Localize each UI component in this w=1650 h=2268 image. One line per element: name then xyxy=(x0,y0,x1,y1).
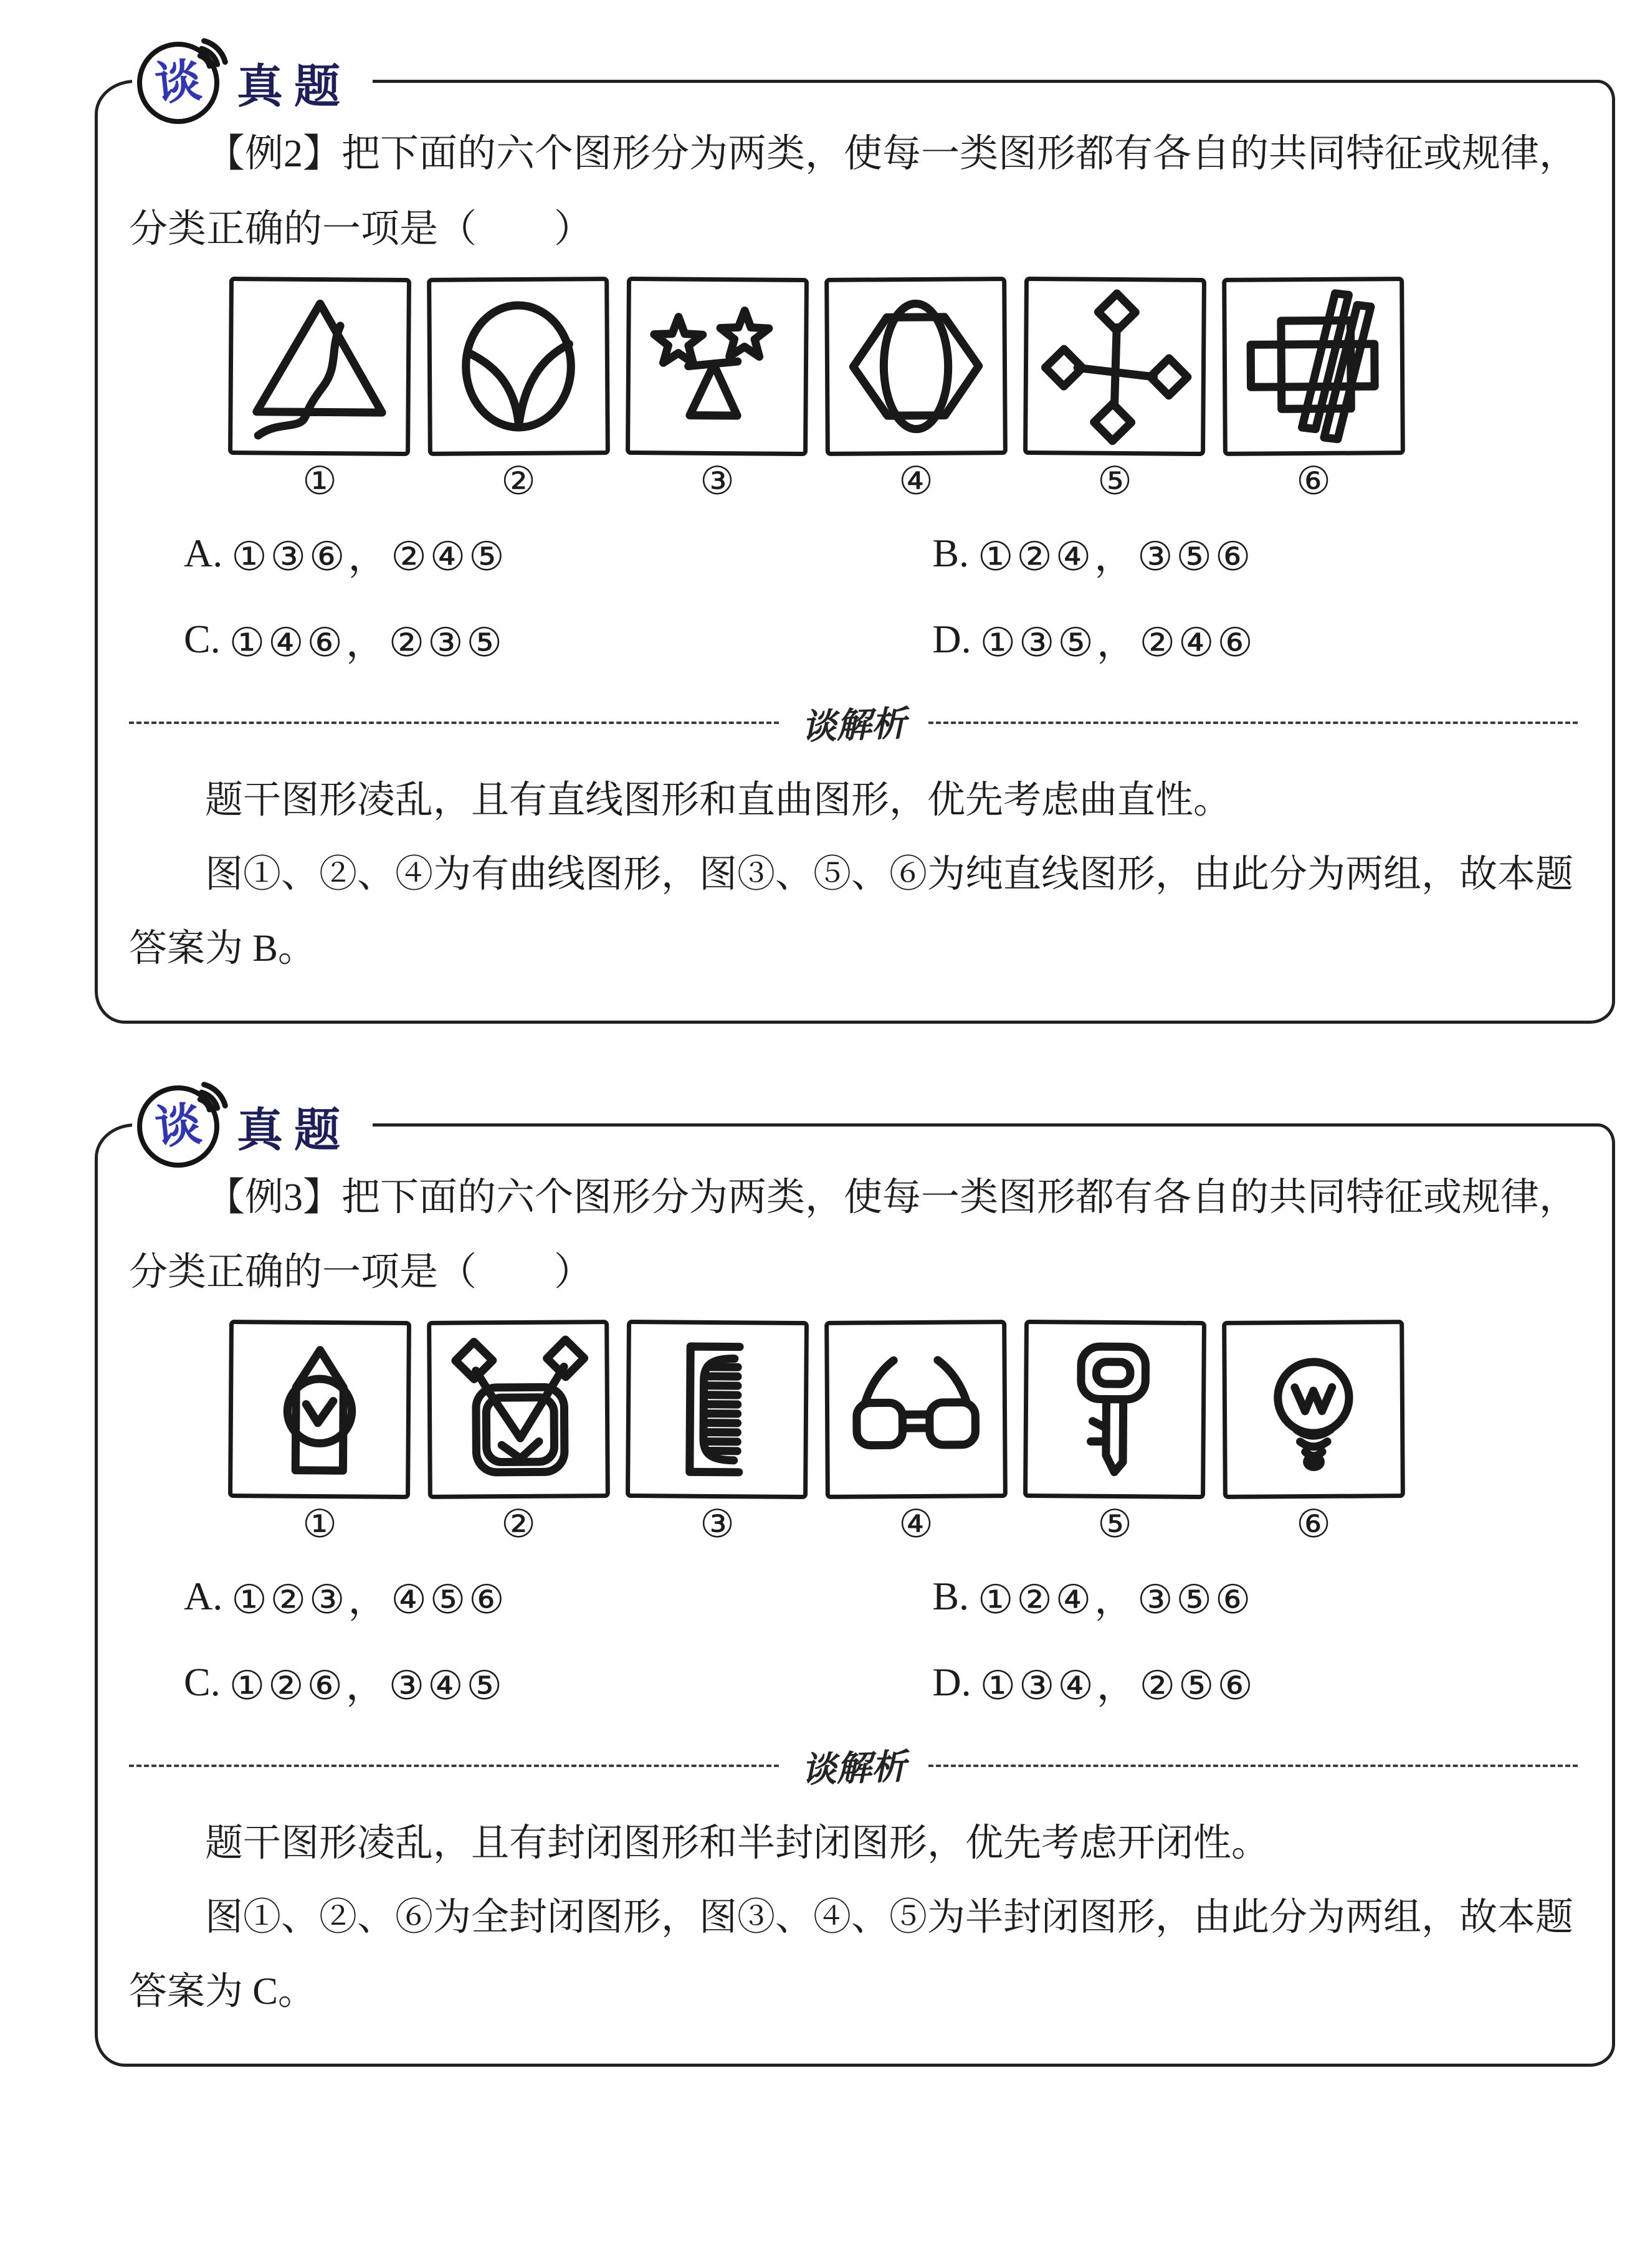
option-letter: B. xyxy=(932,1574,970,1619)
option-groups: ①②⑥，③④⑤ xyxy=(229,1663,505,1710)
analysis-paragraph-2: 图①、②、⑥为全封闭图形，图③、④、⑤为半封闭图形，由此分为两组，故本题答案为 C。 xyxy=(129,1897,1574,2013)
question-card-example-3 xyxy=(95,1098,1615,2067)
question-line-1: 【例3】把下面的六个图形分为两类，使每一类图形都有各自的共同特征或规律， xyxy=(206,1176,1578,1219)
zhenti-badge xyxy=(132,38,373,128)
analysis-divider xyxy=(129,1741,1578,1791)
badge-circle-logo xyxy=(137,42,219,124)
figure-number: ① xyxy=(302,1501,337,1547)
options-grid xyxy=(129,1568,1578,1711)
option-letter: A. xyxy=(184,1574,223,1619)
figure-key xyxy=(1023,1320,1206,1499)
figure-circle-with-inner-arcs xyxy=(427,277,610,456)
option-a xyxy=(184,1568,932,1625)
option-c xyxy=(184,1654,932,1711)
analysis-paragraph-1: 题干图形凌乱，且有封闭图形和半封闭图形，优先考虑开闭性。 xyxy=(205,1822,1270,1865)
option-groups: ①③⑤，②④⑥ xyxy=(980,619,1256,666)
figure-number: ④ xyxy=(899,1501,933,1547)
option-d xyxy=(932,611,1578,668)
tan-logo-character: 谈 xyxy=(152,55,204,111)
option-letter: C. xyxy=(184,616,221,661)
divider-dashed-line xyxy=(928,722,1578,724)
analysis-divider xyxy=(129,698,1578,748)
figure-number: ③ xyxy=(700,457,735,503)
analysis-divider-label: 谈解析 xyxy=(800,704,907,747)
figure-row xyxy=(129,1320,1578,1498)
option-letter: D. xyxy=(932,616,971,661)
option-letter: C. xyxy=(184,1660,221,1705)
option-groups: ①②④，③⑤⑥ xyxy=(978,1577,1254,1624)
question-line-2: 分类正确的一项是（ ） xyxy=(129,1251,593,1294)
figure-number: ⑥ xyxy=(1296,457,1331,503)
option-d xyxy=(932,1654,1578,1711)
figure-number: ① xyxy=(302,457,337,503)
figure-triangle-with-curve xyxy=(228,277,411,456)
figure-overlapping-rectangles xyxy=(1222,277,1405,456)
question-text xyxy=(129,1160,1578,1311)
figure-light-bulb xyxy=(1222,1320,1405,1499)
figure-number: ⑥ xyxy=(1296,1501,1331,1547)
badge-label: 真题 xyxy=(237,60,351,112)
option-c xyxy=(184,611,932,668)
option-groups: ①②③，④⑤⑥ xyxy=(231,1577,508,1624)
figure-number: ② xyxy=(501,457,536,503)
divider-dashed-line xyxy=(129,722,779,724)
figure-number: ⑤ xyxy=(1097,1501,1132,1547)
page-content xyxy=(95,37,1615,2067)
figure-hexagon-with-ellipse xyxy=(824,277,1008,456)
option-letter: B. xyxy=(932,530,970,575)
option-b xyxy=(932,1568,1578,1625)
options-grid xyxy=(129,525,1578,668)
option-letter: D. xyxy=(932,1660,971,1705)
badge-circle-logo xyxy=(137,1085,219,1168)
option-b xyxy=(932,525,1578,582)
figure-wristwatch xyxy=(228,1320,411,1499)
question-text xyxy=(129,117,1578,267)
figure-diamonds-on-cross xyxy=(1023,277,1206,456)
zhenti-badge xyxy=(132,1082,373,1171)
question-line-2: 分类正确的一项是（ ） xyxy=(129,207,593,250)
option-groups: ①③④，②⑤⑥ xyxy=(980,1663,1256,1710)
question-card-example-2 xyxy=(95,55,1615,1024)
figure-number: ⑤ xyxy=(1097,457,1132,503)
figure-number-row xyxy=(129,1501,1578,1546)
signal-waves-icon xyxy=(184,1070,239,1125)
figure-comb xyxy=(626,1320,809,1499)
option-groups: ①③⑥，②④⑤ xyxy=(231,533,508,580)
figure-number-row xyxy=(129,458,1578,503)
option-a xyxy=(184,525,932,582)
figure-eyeglasses xyxy=(824,1320,1008,1499)
analysis-paragraph-2: 图①、②、④为有曲线图形，图③、⑤、⑥为纯直线图形，由此分为两组，故本题答案为 B。 xyxy=(129,853,1574,970)
option-groups: ①②④，③⑤⑥ xyxy=(978,533,1254,580)
divider-dashed-line xyxy=(928,1765,1578,1767)
figure-number: ③ xyxy=(700,1501,735,1547)
divider-dashed-line xyxy=(129,1765,779,1767)
badge-label: 真题 xyxy=(237,1103,351,1156)
signal-waves-icon xyxy=(184,27,239,82)
figure-box-with-diamond-flags xyxy=(427,1320,610,1499)
figure-number: ② xyxy=(501,1501,536,1547)
figure-number: ④ xyxy=(899,457,933,503)
figure-stars-balanced-on-triangle xyxy=(626,277,809,456)
question-line-1: 【例2】把下面的六个图形分为两类，使每一类图形都有各自的共同特征或规律， xyxy=(206,133,1578,175)
analysis-paragraph-1: 题干图形凌乱，且有直线图形和直曲图形，优先考虑曲直性。 xyxy=(205,779,1232,821)
option-letter: A. xyxy=(184,530,223,575)
tan-logo-character: 谈 xyxy=(152,1098,204,1155)
option-groups: ①④⑥，②③⑤ xyxy=(229,619,505,666)
figure-row xyxy=(129,277,1578,455)
analysis-divider-label: 谈解析 xyxy=(800,1748,907,1791)
